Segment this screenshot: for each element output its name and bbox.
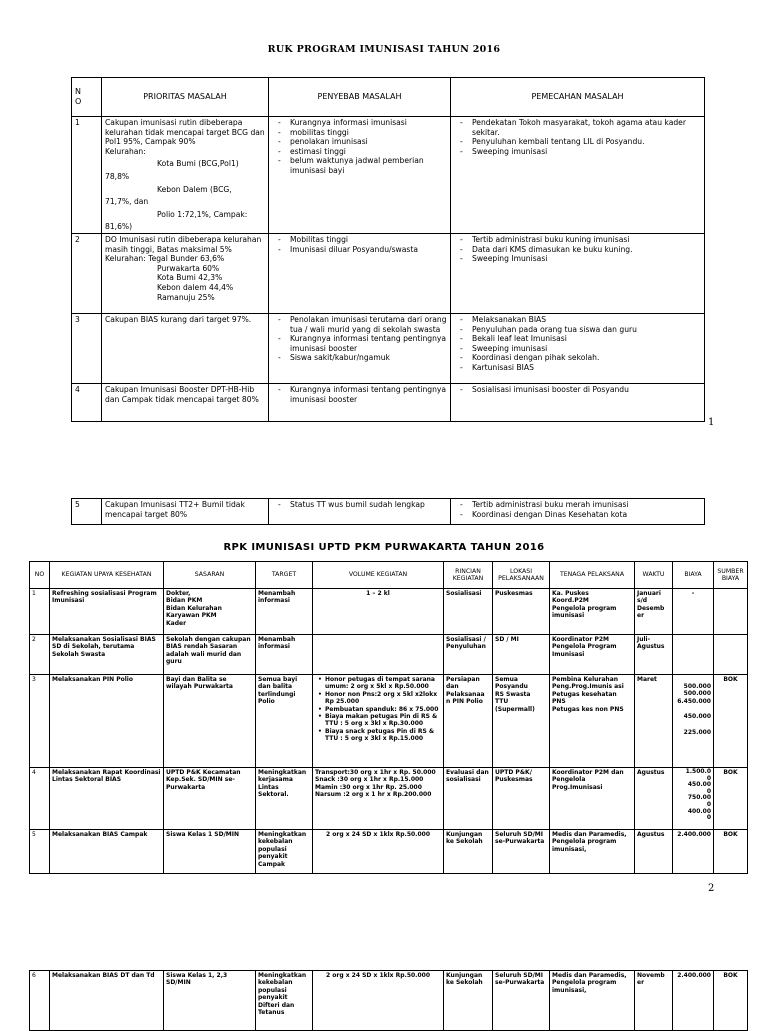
rpk-table — [29, 561, 748, 874]
penyebab-item: - mobilitas tinggi — [290, 128, 447, 138]
pemecahan-item: - Sweeping imunisasi — [472, 344, 701, 354]
tenaga-cell: Pembina Kelurahan Peng.Prog.Imunis asi Petugas kesehatan PNS Petugas kes non PNS — [550, 675, 635, 768]
pemecahan-item: - Sosialisasi imunisasi booster di Posyandu — [472, 385, 701, 395]
penyebab-item: - estimasi tinggi — [290, 147, 447, 157]
rincian-cell: Kunjungan ke Sekolah — [444, 830, 493, 874]
tenaga-cell: Medis dan Paramedis, Pengelola program imunisasi, — [550, 830, 635, 874]
header-sumber: SUMBER BIAYA — [714, 562, 748, 589]
sasaran-cell: Siswa Kelas 1, 2,3 SD/MIN — [164, 971, 256, 1031]
target-cell: Semua bayi dan balita terlindungi Polio — [256, 675, 313, 768]
rincian-cell: Sosialisasi / Penyuluhan — [444, 635, 493, 675]
row-number: 5 — [72, 499, 102, 525]
waktu-cell: Novemb er — [635, 971, 673, 1031]
sasaran-cell: Dokter, Bidan PKM Bidan Kelurahan Karyawan PKM Kader — [164, 589, 256, 635]
biaya-value: 500.000 — [683, 690, 711, 698]
biaya-value: 6.450.000 — [677, 697, 711, 705]
pemecahan-item: - Penyuluhan kembali tentang LIL di Posyandu. — [472, 137, 701, 147]
pemecahan-item: - Melaksanakan BIAS — [472, 315, 701, 325]
prioritas-detail: Polio 1:72,1%, Campak: — [157, 209, 248, 219]
rpk-row — [30, 589, 748, 635]
pemecahan-cell — [451, 313, 705, 383]
sumber-cell: BOK — [714, 675, 748, 768]
penyebab-cell — [269, 233, 451, 313]
header-kegiatan: KEGIATAN UPAYA KESEHATAN — [50, 562, 164, 589]
target-cell: Meningkatkan kekebalan populasi penyakit Difteri dan Tetanus — [256, 971, 313, 1031]
row-number: 4 — [30, 768, 50, 830]
penyebab-item: - Imunisasi diluar Posyandu/swasta — [290, 245, 447, 255]
target-cell: Menambah informasi — [256, 635, 313, 675]
ruk-row — [72, 313, 705, 383]
volume-item: • Honor petugas di tempat sarana umum: 2 org x 5kl x Rp.50.000 — [325, 676, 441, 691]
lokasi-cell: Seluruh SD/MI se-Purwakarta — [493, 830, 550, 874]
row-number: 3 — [30, 675, 50, 768]
penyebab-cell — [269, 499, 451, 525]
penyebab-item: - penolakan imunisasi — [290, 137, 447, 147]
header-no: NO — [30, 562, 50, 589]
header-waktu: WAKTU — [635, 562, 673, 589]
penyebab-item: - belum waktunya jadwal pemberian imunisasi bayi — [290, 156, 447, 175]
header-biaya: BIAYA — [673, 562, 714, 589]
penyebab-item: - Kurangnya informasi tentang pentingnya imunisasi booster — [290, 334, 447, 353]
header-sasaran: SASARAN — [164, 562, 256, 589]
biaya-value: 0 — [706, 787, 711, 795]
pemecahan-item: - Koordinasi dengan pihak sekolah. — [472, 353, 701, 363]
volume-item: • Honor non Pns:2 org x 5kl x2lokx Rp 25.000 — [325, 691, 441, 706]
header-volume: VOLUME KEGIATAN — [313, 562, 444, 589]
sasaran-cell: Bayi dan Balita se wilayah Purwakarta — [164, 675, 256, 768]
rpk-row — [30, 971, 748, 1031]
row-number: 6 — [30, 971, 50, 1031]
volume-cell: Transport:30 org x 1hr x Rp. 50.000 Snack :30 org x 1hr x Rp.15.000 Mamin :30 org x 1hr Rp. 25.000 Narsum :2 org x 1 hr x Rp.200.000 — [313, 768, 444, 830]
prioritas-cell — [102, 383, 269, 421]
page-number: 1 — [708, 417, 715, 428]
pemecahan-cell — [451, 499, 705, 525]
pemecahan-item: - Bekali leaf leat Imunisasi — [472, 334, 701, 344]
pemecahan-item: - Kartunisasi BIAS — [472, 363, 701, 373]
row-number: 2 — [30, 635, 50, 675]
header-rincian: RINCIAN KEGIATAN — [444, 562, 493, 589]
row-number: 3 — [72, 313, 102, 383]
ruk-table-continued — [71, 498, 705, 525]
waktu-cell: Januari s/d Desemb er — [635, 589, 673, 635]
prioritas-text: DO Imunisasi rutin dibeberapa kelurahan masih tinggi, Batas maksimal 5% — [105, 234, 262, 254]
prioritas-detail: 71,7%, dan — [105, 197, 149, 207]
ruk-row — [72, 117, 705, 234]
rpk-row — [30, 635, 748, 675]
penyebab-cell — [269, 313, 451, 383]
lokasi-cell: UPTD P&K/ Puskesmas — [493, 768, 550, 830]
volume-cell: 2 org x 24 SD x 1klx Rp.50.000 — [313, 830, 444, 874]
prioritas-detail: Kota Bumi 42,3% — [157, 273, 223, 283]
volume-item: • Pembuatan spanduk: 86 x 75.000 — [325, 706, 441, 713]
rpk-row — [30, 830, 748, 874]
penyebab-item: - Penolakan imunisasi terutama dari orang tua / wali murid yang di sekolah swasta — [290, 315, 447, 334]
volume-cell: 2 org x 24 SD x 1klx Rp.50.000 — [313, 971, 444, 1031]
prioritas-cell — [102, 117, 269, 234]
rpk-header-row — [30, 562, 748, 589]
biaya-value: 0 — [706, 774, 711, 782]
rincian-cell: Evaluasi dan sosialisasi — [444, 768, 493, 830]
header-lokasi: LOKASI PELAKSANAAN — [493, 562, 550, 589]
kegiatan-cell: Refreshing sosialisasi Program Imunisasi — [50, 589, 164, 635]
biaya-value: 225.000 — [683, 728, 711, 736]
pemecahan-item: - Penyuluhan pada orang tua siswa dan guru — [472, 325, 701, 335]
pemecahan-cell — [451, 383, 705, 421]
biaya-cell — [673, 675, 714, 768]
prioritas-text: Cakupan BIAS kurang dari target 97%. — [105, 314, 252, 324]
penyebab-item: - Status TT wus bumil sudah lengkap — [290, 500, 447, 510]
biaya-cell: 2.400.000 — [673, 971, 714, 1031]
row-number: 4 — [72, 383, 102, 421]
header-tenaga: TENAGA PELAKSANA — [550, 562, 635, 589]
kegiatan-cell: Melaksanakan BIAS DT dan Td — [50, 971, 164, 1031]
rincian-cell: Persiapan dan Pelaksanaa n PIN Polio — [444, 675, 493, 768]
header-no: N O — [72, 78, 102, 117]
prioritas-detail: 78,8% — [105, 171, 130, 181]
pemecahan-item: - Tertib administrasi buku kuning imunisasi — [472, 235, 701, 245]
prioritas-detail: Kota Bumi (BCG,Pol1) — [157, 159, 239, 169]
sasaran-cell: Siswa Kelas 1 SD/MIN — [164, 830, 256, 874]
biaya-value: 0 — [706, 814, 711, 822]
prioritas-text: Cakupan Imunisasi Booster DPT-HB-Hib dan Campak tidak mencapai target 80% — [105, 384, 259, 404]
rincian-cell: Kunjungan ke Sekolah — [444, 971, 493, 1031]
penyebab-item: - Siswa sakit/kabur/ngamuk — [290, 353, 447, 363]
pemecahan-cell — [451, 117, 705, 234]
volume-cell — [313, 675, 444, 768]
sumber-cell — [714, 589, 748, 635]
prioritas-text: Cakupan imunisasi rutin dibeberapa kelurahan tidak mencapai target BCG dan Pol1 95%, Campak 90% — [105, 118, 265, 147]
header-target: TARGET — [256, 562, 313, 589]
target-cell: Meningkatkan kerjasama Lintas Sektoral. — [256, 768, 313, 830]
sumber-cell: BOK — [714, 971, 748, 1031]
penyebab-item: - Kurangnya informasi imunisasi — [290, 118, 447, 128]
biaya-value: 450.00 — [687, 781, 711, 789]
penyebab-item: - Kurangnya informasi tentang pentingnya imunisasi booster — [290, 385, 447, 404]
volume-cell — [313, 635, 444, 675]
pemecahan-item: - Sweeping imunisasi — [472, 147, 701, 157]
ruk-header-row — [72, 78, 705, 117]
ruk-row — [72, 383, 705, 421]
biaya-value: 1.500.0 — [685, 768, 711, 775]
biaya-value: 750.00 — [687, 794, 711, 802]
prioritas-cell — [102, 313, 269, 383]
biaya-value: 400.00 — [687, 807, 711, 815]
sumber-cell — [714, 635, 748, 675]
tenaga-cell: Koordinator P2M Pengelola Program Imunisasi — [550, 635, 635, 675]
ruk-table — [71, 77, 705, 422]
prioritas-cell — [102, 499, 269, 525]
ruk-row — [72, 233, 705, 313]
biaya-cell — [673, 768, 714, 830]
prioritas-text: Cakupan Imunisasi TT2+ Bumil tidak mencapai target 80% — [105, 500, 245, 519]
tenaga-cell: Medis dan Paramedis, Pengelola program imunisasi, — [550, 971, 635, 1031]
volume-item: • Biaya makan petugas Pin di RS & TTU : 5 org x 3kl x Rp.30.000 — [325, 713, 441, 728]
waktu-cell: Agustus — [635, 768, 673, 830]
waktu-cell: Agustus — [635, 830, 673, 874]
biaya-value: 0 — [706, 800, 711, 808]
prioritas-detail: Purwakarta 60% — [157, 263, 220, 273]
prioritas-detail: Kebon dalem 44,4% — [157, 282, 234, 292]
prioritas-detail: Ramanuju 25% — [157, 292, 215, 302]
lokasi-cell: Puskesmas — [493, 589, 550, 635]
rpk-row — [30, 768, 748, 830]
biaya-cell: - — [673, 589, 714, 635]
row-number: 5 — [30, 830, 50, 874]
penyebab-cell — [269, 117, 451, 234]
lokasi-cell: Semua Posyandu RS Swasta TTU (Supermall) — [493, 675, 550, 768]
prioritas-cell — [102, 233, 269, 313]
pemecahan-item: - Pendekatan Tokoh masyarakat, tokoh agama atau kader sekitar. — [472, 118, 701, 137]
lokasi-cell: SD / MI — [493, 635, 550, 675]
volume-item: • Biaya snack petugas Pin di RS & TTU : 5 org x 3kl x Rp.15.000 — [325, 728, 441, 743]
biaya-value: 500.000 — [683, 683, 711, 690]
row-number: 1 — [72, 117, 102, 234]
kegiatan-cell: Melaksanakan Sosialisasi BIAS SD di Sekolah, terutama Sekolah Swasta — [50, 635, 164, 675]
prioritas-detail: Kebon Dalem (BCG, — [157, 184, 232, 194]
target-cell: Menambah informasi — [256, 589, 313, 635]
rpk-table-continued — [29, 970, 748, 1031]
page-number: 2 — [708, 883, 715, 894]
sumber-cell: BOK — [714, 830, 748, 874]
sasaran-cell: UPTD P&K Kecamatan Kep.Sek. SD/MIN se-Purwakarta — [164, 768, 256, 830]
biaya-cell: 2.400.000 — [673, 830, 714, 874]
ruk-row — [72, 499, 705, 525]
ruk-title: RUK PROGRAM IMUNISASI TAHUN 2016 — [267, 44, 501, 55]
target-cell: Meningkatkan kekebalan populasi penyakit Campak — [256, 830, 313, 874]
pemecahan-cell — [451, 233, 705, 313]
kegiatan-cell: Melaksanakan BIAS Campak — [50, 830, 164, 874]
waktu-cell: Maret — [635, 675, 673, 768]
header-prioritas: PRIORITAS MASALAH — [102, 78, 269, 117]
pemecahan-item: - Data dari KMS dimasukan ke buku kuning. — [472, 245, 701, 255]
prioritas-detail: 81,6%) — [105, 222, 133, 232]
sumber-cell: BOK — [714, 768, 748, 830]
volume-cell: 1 – 2 kl — [313, 589, 444, 635]
pemecahan-item: - Tertib administrasi buku merah imunisasi — [472, 500, 701, 510]
kegiatan-cell: Melaksanakan Rapat Koordinasi Lintas Sektoral BIAS — [50, 768, 164, 830]
kegiatan-cell: Melaksanakan PIN Polio — [50, 675, 164, 768]
sasaran-cell: Sekolah dengan cakupan BIAS rendah Sasaran adalah wali murid dan guru — [164, 635, 256, 675]
prioritas-subtext: Kelurahan: — [105, 146, 146, 156]
tenaga-cell: Ka. Puskes Koord.P2M Pengelola program imunisasi — [550, 589, 635, 635]
biaya-cell — [673, 635, 714, 675]
biaya-value: 450.000 — [683, 713, 711, 721]
header-pemecahan: PEMECAHAN MASALAH — [451, 78, 705, 117]
row-number: 2 — [72, 233, 102, 313]
tenaga-cell: Koordinator P2M dan Pengelola Prog.Imunisasi — [550, 768, 635, 830]
pemecahan-item: - Sweeping Imunisasi — [472, 254, 701, 264]
penyebab-cell — [269, 383, 451, 421]
header-penyebab: PENYEBAB MASALAH — [269, 78, 451, 117]
rpk-row — [30, 675, 748, 768]
lokasi-cell: Seluruh SD/MI se-Purwakarta — [493, 971, 550, 1031]
penyebab-item: - Mobilitas tinggi — [290, 235, 447, 245]
rincian-cell: Sosialisasi — [444, 589, 493, 635]
row-number: 1 — [30, 589, 50, 635]
waktu-cell: Juli- Agustus — [635, 635, 673, 675]
rpk-title: RPK IMUNISASI UPTD PKM PURWAKARTA TAHUN 2016 — [223, 542, 545, 553]
pemecahan-item: - Koordinasi dengan Dinas Kesehatan kota — [472, 510, 701, 520]
prioritas-subtext: Kelurahan: Tegal Bunder 63,6% — [105, 254, 225, 264]
